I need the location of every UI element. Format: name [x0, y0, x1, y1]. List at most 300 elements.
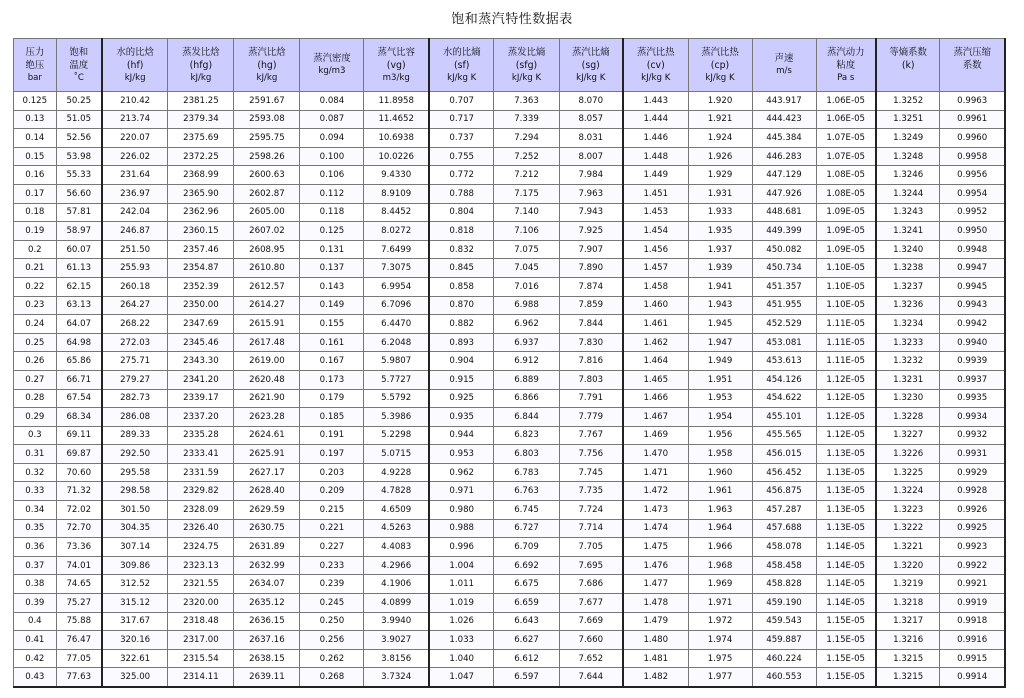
table-cell: 320.16 — [102, 631, 168, 650]
table-cell: 4.4083 — [364, 538, 429, 557]
table-cell: 251.50 — [102, 240, 168, 259]
table-cell: 1.956 — [688, 426, 752, 445]
table-cell: 1.943 — [688, 296, 752, 315]
table-cell: 6.823 — [494, 426, 559, 445]
table-cell: 1.977 — [688, 668, 752, 687]
column-header-10 — [623, 39, 688, 92]
table-cell: 0.3 — [14, 426, 57, 445]
column-unit: kJ/kg K — [576, 72, 606, 83]
table-cell: 0.24 — [14, 315, 57, 334]
table-cell: 0.9956 — [940, 166, 1005, 185]
table-cell: 2637.16 — [234, 631, 300, 650]
table-cell: 460.553 — [752, 668, 816, 687]
table-cell: 450.734 — [752, 259, 816, 278]
table-cell: 7.363 — [494, 92, 559, 111]
table-row — [14, 482, 1006, 501]
table-cell: 7.3075 — [364, 259, 429, 278]
table-cell: 74.65 — [56, 575, 102, 594]
table-cell: 0.18 — [14, 203, 57, 222]
table-cell: 67.54 — [56, 389, 102, 408]
table-cell: 1.446 — [623, 129, 688, 148]
table-cell: 1.15E-05 — [816, 631, 876, 650]
table-cell: 1.443 — [623, 92, 688, 111]
table-cell: 0.31 — [14, 445, 57, 464]
table-cell: 213.74 — [102, 110, 168, 129]
table-cell: 1.3241 — [876, 222, 940, 241]
table-cell: 1.3244 — [876, 184, 940, 203]
table-cell: 1.3230 — [876, 389, 940, 408]
table-cell: 1.10E-05 — [816, 296, 876, 315]
table-cell: 50.25 — [56, 92, 102, 111]
table-cell: 455.565 — [752, 426, 816, 445]
table-cell: 7.644 — [559, 668, 623, 687]
table-row — [14, 501, 1006, 520]
table-cell: 7.106 — [494, 222, 559, 241]
table-cell: 1.479 — [623, 612, 688, 631]
table-cell: 1.453 — [623, 203, 688, 222]
table-cell: 0.149 — [300, 296, 364, 315]
table-cell: 1.462 — [623, 333, 688, 352]
table-cell: 0.42 — [14, 649, 57, 668]
table-cell: 1.3219 — [876, 575, 940, 594]
table-cell: 2329.82 — [168, 482, 234, 501]
table-cell: 2593.08 — [234, 110, 300, 129]
table-cell: 1.3225 — [876, 463, 940, 482]
table-cell: 2629.59 — [234, 501, 300, 520]
table-cell: 0.37 — [14, 556, 57, 575]
table-cell: 4.2966 — [364, 556, 429, 575]
table-cell: 304.35 — [102, 519, 168, 538]
table-cell: 456.452 — [752, 463, 816, 482]
table-cell: 0.9932 — [940, 426, 1005, 445]
table-row — [14, 129, 1006, 148]
table-cell: 445.384 — [752, 129, 816, 148]
column-unit: kJ/kg — [190, 72, 212, 83]
table-cell: 1.969 — [688, 575, 752, 594]
table-row — [14, 538, 1006, 557]
table-cell: 0.221 — [300, 519, 364, 538]
table-cell: 2362.96 — [168, 203, 234, 222]
table-cell: 1.026 — [429, 612, 494, 631]
table-cell: 0.9939 — [940, 352, 1005, 371]
table-cell: 255.93 — [102, 259, 168, 278]
table-cell: 6.803 — [494, 445, 559, 464]
column-name: 压力 绝压 — [25, 46, 45, 71]
table-row — [14, 445, 1006, 464]
table-cell: 1.949 — [688, 352, 752, 371]
table-cell: 0.268 — [300, 668, 364, 687]
table-cell: 7.175 — [494, 184, 559, 203]
table-cell: 315.12 — [102, 594, 168, 613]
table-cell: 0.227 — [300, 538, 364, 557]
page-title: 饱和蒸汽特性数据表 — [451, 12, 573, 27]
table-cell: 69.87 — [56, 445, 102, 464]
table-cell: 1.09E-05 — [816, 222, 876, 241]
table-cell: 2381.25 — [168, 92, 234, 111]
table-cell: 2639.11 — [234, 668, 300, 687]
table-cell: 5.7727 — [364, 370, 429, 389]
table-cell: 1.3237 — [876, 277, 940, 296]
column-header-6 — [364, 39, 429, 92]
table-cell: 6.9954 — [364, 277, 429, 296]
table-cell: 1.974 — [688, 631, 752, 650]
table-cell: 7.963 — [559, 184, 623, 203]
table-cell: 1.473 — [623, 501, 688, 520]
table-cell: 458.458 — [752, 556, 816, 575]
table-row — [14, 649, 1006, 668]
column-unit: m/s — [776, 66, 792, 76]
table-cell: 1.456 — [623, 240, 688, 259]
table-cell: 1.09E-05 — [816, 240, 876, 259]
table-cell: 1.11E-05 — [816, 315, 876, 334]
table-cell: 1.481 — [623, 649, 688, 668]
table-cell: 7.6499 — [364, 240, 429, 259]
table-cell: 0.185 — [300, 408, 364, 427]
table-cell: 1.12E-05 — [816, 370, 876, 389]
table-cell: 1.929 — [688, 166, 752, 185]
table-cell: 1.3217 — [876, 612, 940, 631]
table-row — [14, 203, 1006, 222]
column-unit: m3/kg — [382, 72, 410, 83]
table-cell: 6.612 — [494, 649, 559, 668]
table-cell: 7.016 — [494, 277, 559, 296]
table-cell: 7.252 — [494, 147, 559, 166]
table-cell: 453.081 — [752, 333, 816, 352]
table-cell: 2612.57 — [234, 277, 300, 296]
table-cell: 0.262 — [300, 649, 364, 668]
table-cell: 8.057 — [559, 110, 623, 129]
table-cell: 6.692 — [494, 556, 559, 575]
table-cell: 2314.11 — [168, 668, 234, 687]
table-cell: 298.58 — [102, 482, 168, 501]
table-cell: 0.23 — [14, 296, 57, 315]
table-cell: 1.920 — [688, 92, 752, 111]
table-cell: 63.13 — [56, 296, 102, 315]
column-header-1 — [56, 39, 102, 92]
table-cell: 5.2298 — [364, 426, 429, 445]
table-cell: 2628.40 — [234, 482, 300, 501]
table-cell: 0.707 — [429, 92, 494, 111]
table-row — [14, 389, 1006, 408]
table-cell: 1.3243 — [876, 203, 940, 222]
table-cell: 6.866 — [494, 389, 559, 408]
table-cell: 69.11 — [56, 426, 102, 445]
table-cell: 458.078 — [752, 538, 816, 557]
column-unit: Pa s — [837, 72, 855, 83]
table-cell: 65.86 — [56, 352, 102, 371]
table-cell: 0.25 — [14, 333, 57, 352]
table-cell: 1.472 — [623, 482, 688, 501]
table-row — [14, 463, 1006, 482]
table-cell: 1.958 — [688, 445, 752, 464]
table-cell: 1.933 — [688, 203, 752, 222]
table-cell: 7.890 — [559, 259, 623, 278]
table-cell: 75.27 — [56, 594, 102, 613]
table-cell: 1.3218 — [876, 594, 940, 613]
table-cell: 7.874 — [559, 277, 623, 296]
table-cell: 446.283 — [752, 147, 816, 166]
table-cell: 1.3215 — [876, 649, 940, 668]
table-cell: 0.9958 — [940, 147, 1005, 166]
table-cell: 453.613 — [752, 352, 816, 371]
table-cell: 0.125 — [14, 92, 57, 111]
table-cell: 292.50 — [102, 445, 168, 464]
table-row — [14, 166, 1006, 185]
table-cell: 4.1906 — [364, 575, 429, 594]
table-cell: 1.047 — [429, 668, 494, 687]
table-cell: 0.233 — [300, 556, 364, 575]
table-cell: 4.6509 — [364, 501, 429, 520]
table-cell: 0.788 — [429, 184, 494, 203]
table-cell: 7.294 — [494, 129, 559, 148]
table-row — [14, 556, 1006, 575]
table-cell: 0.9954 — [940, 184, 1005, 203]
column-header-0 — [14, 39, 57, 92]
table-cell: 1.941 — [688, 277, 752, 296]
table-cell: 0.087 — [300, 110, 364, 129]
table-cell: 454.622 — [752, 389, 816, 408]
table-cell: 1.12E-05 — [816, 408, 876, 427]
table-cell: 0.9916 — [940, 631, 1005, 650]
table-cell: 0.9963 — [940, 92, 1005, 111]
column-name: 声速 — [774, 53, 794, 64]
table-cell: 1.963 — [688, 501, 752, 520]
table-cell: 8.007 — [559, 147, 623, 166]
table-row — [14, 222, 1006, 241]
column-header-8 — [494, 39, 559, 92]
table-cell: 0.15 — [14, 147, 57, 166]
table-cell: 1.13E-05 — [816, 445, 876, 464]
table-cell: 3.7324 — [364, 668, 429, 687]
table-cell: 1.3216 — [876, 631, 940, 650]
table-cell: 1.478 — [623, 594, 688, 613]
column-unit: kJ/kg K — [511, 72, 542, 83]
table-cell: 72.02 — [56, 501, 102, 520]
table-cell: 0.9919 — [940, 594, 1005, 613]
table-cell: 2354.87 — [168, 259, 234, 278]
table-cell: 0.971 — [429, 482, 494, 501]
table-cell: 2623.28 — [234, 408, 300, 427]
table-cell: 1.12E-05 — [816, 426, 876, 445]
table-cell: 0.9923 — [940, 538, 1005, 557]
table-cell: 1.3236 — [876, 296, 940, 315]
table-cell: 325.00 — [102, 668, 168, 687]
table-cell: 0.112 — [300, 184, 364, 203]
table-cell: 322.61 — [102, 649, 168, 668]
table-row — [14, 315, 1006, 334]
table-cell: 1.07E-05 — [816, 129, 876, 148]
table-cell: 2624.61 — [234, 426, 300, 445]
table-cell: 0.125 — [300, 222, 364, 241]
table-cell: 236.97 — [102, 184, 168, 203]
column-unit — [877, 72, 940, 85]
table-cell: 3.9027 — [364, 631, 429, 650]
table-cell: 2614.27 — [234, 296, 300, 315]
table-cell: 0.9961 — [940, 110, 1005, 129]
table-cell: 2328.09 — [168, 501, 234, 520]
table-row — [14, 277, 1006, 296]
table-cell: 0.106 — [300, 166, 364, 185]
table-cell: 7.652 — [559, 649, 623, 668]
table-cell: 1.448 — [623, 147, 688, 166]
table-row — [14, 259, 1006, 278]
table-cell: 307.14 — [102, 538, 168, 557]
column-unit: kJ/kg — [124, 72, 146, 83]
table-cell: 0.9943 — [940, 296, 1005, 315]
table-cell: 447.129 — [752, 166, 816, 185]
table-cell: 0.161 — [300, 333, 364, 352]
table-cell: 2331.59 — [168, 463, 234, 482]
table-cell: 1.947 — [688, 333, 752, 352]
table-cell: 0.9945 — [940, 277, 1005, 296]
table-cell: 220.07 — [102, 129, 168, 148]
table-cell: 2375.69 — [168, 129, 234, 148]
table-cell: 5.5792 — [364, 389, 429, 408]
table-cell: 301.50 — [102, 501, 168, 520]
table-cell: 0.737 — [429, 129, 494, 148]
table-cell: 460.224 — [752, 649, 816, 668]
table-cell: 11.4652 — [364, 110, 429, 129]
table-cell: 1.960 — [688, 463, 752, 482]
table-cell: 7.075 — [494, 240, 559, 259]
table-cell: 1.3232 — [876, 352, 940, 371]
table-cell: 68.34 — [56, 408, 102, 427]
table-cell: 1.13E-05 — [816, 463, 876, 482]
table-cell: 0.953 — [429, 445, 494, 464]
table-cell: 0.755 — [429, 147, 494, 166]
table-cell: 7.756 — [559, 445, 623, 464]
table-cell: 2350.00 — [168, 296, 234, 315]
table-cell: 2605.00 — [234, 203, 300, 222]
table-cell: 2619.00 — [234, 352, 300, 371]
table-cell: 0.22 — [14, 277, 57, 296]
table-cell: 1.3228 — [876, 408, 940, 427]
table-cell: 1.465 — [623, 370, 688, 389]
table-cell: 1.08E-05 — [816, 184, 876, 203]
table-cell: 449.399 — [752, 222, 816, 241]
table-cell: 0.203 — [300, 463, 364, 482]
table-cell: 1.06E-05 — [816, 92, 876, 111]
table-cell: 1.475 — [623, 538, 688, 557]
table-cell: 2317.00 — [168, 631, 234, 650]
table-cell: 60.07 — [56, 240, 102, 259]
table-cell: 454.126 — [752, 370, 816, 389]
table-cell: 1.972 — [688, 612, 752, 631]
table-cell: 1.471 — [623, 463, 688, 482]
table-cell: 0.9914 — [940, 668, 1005, 687]
table-cell: 6.643 — [494, 612, 559, 631]
table-cell: 10.0226 — [364, 147, 429, 166]
table-cell: 456.875 — [752, 482, 816, 501]
column-name: 蒸汽密度 — [313, 53, 351, 64]
table-cell: 1.467 — [623, 408, 688, 427]
table-cell: 10.6938 — [364, 129, 429, 148]
table-cell: 1.3238 — [876, 259, 940, 278]
table-cell: 289.33 — [102, 426, 168, 445]
table-cell: 0.35 — [14, 519, 57, 538]
table-cell: 451.357 — [752, 277, 816, 296]
table-cell: 0.9960 — [940, 129, 1005, 148]
table-cell: 295.58 — [102, 463, 168, 482]
table-cell: 2337.20 — [168, 408, 234, 427]
table-cell: 1.09E-05 — [816, 203, 876, 222]
table-cell: 62.15 — [56, 277, 102, 296]
table-cell: 57.81 — [56, 203, 102, 222]
table-cell: 6.783 — [494, 463, 559, 482]
table-cell: 7.844 — [559, 315, 623, 334]
table-cell: 1.951 — [688, 370, 752, 389]
table-row — [14, 333, 1006, 352]
table-cell: 0.32 — [14, 463, 57, 482]
column-unit: bar — [27, 72, 42, 83]
table-cell: 73.36 — [56, 538, 102, 557]
table-cell: 6.937 — [494, 333, 559, 352]
table-cell: 264.27 — [102, 296, 168, 315]
table-cell: 451.955 — [752, 296, 816, 315]
table-cell: 1.3224 — [876, 482, 940, 501]
column-header-5 — [300, 39, 364, 92]
table-cell: 0.882 — [429, 315, 494, 334]
table-cell: 268.22 — [102, 315, 168, 334]
table-cell: 2368.99 — [168, 166, 234, 185]
table-cell: 1.460 — [623, 296, 688, 315]
table-row — [14, 296, 1006, 315]
table-cell: 7.677 — [559, 594, 623, 613]
table-cell: 7.816 — [559, 352, 623, 371]
table-cell: 7.803 — [559, 370, 623, 389]
table-cell: 6.2048 — [364, 333, 429, 352]
table-cell: 452.529 — [752, 315, 816, 334]
table-cell: 2333.41 — [168, 445, 234, 464]
table-cell: 0.250 — [300, 612, 364, 631]
table-cell: 2357.46 — [168, 240, 234, 259]
table-cell: 0.988 — [429, 519, 494, 538]
column-unit: kg/m3 — [318, 66, 346, 76]
table-cell: 0.34 — [14, 501, 57, 520]
table-cell: 1.939 — [688, 259, 752, 278]
table-cell: 0.14 — [14, 129, 57, 148]
table-row — [14, 612, 1006, 631]
table-cell: 226.02 — [102, 147, 168, 166]
table-cell: 456.015 — [752, 445, 816, 464]
table-row — [14, 594, 1006, 613]
table-cell: 1.968 — [688, 556, 752, 575]
table-cell: 0.256 — [300, 631, 364, 650]
table-cell: 0.858 — [429, 277, 494, 296]
table-cell: 7.767 — [559, 426, 623, 445]
table-cell: 11.8958 — [364, 92, 429, 111]
table-cell: 1.3234 — [876, 315, 940, 334]
table-cell: 286.08 — [102, 408, 168, 427]
table-cell: 0.17 — [14, 184, 57, 203]
table-cell: 1.469 — [623, 426, 688, 445]
column-header-15 — [940, 39, 1005, 92]
table-cell: 312.52 — [102, 575, 168, 594]
table-cell: 1.454 — [623, 222, 688, 241]
table-cell: 1.945 — [688, 315, 752, 334]
table-cell: 6.659 — [494, 594, 559, 613]
table-cell: 0.137 — [300, 259, 364, 278]
table-cell: 1.935 — [688, 222, 752, 241]
table-cell: 7.660 — [559, 631, 623, 650]
table-cell: 2379.34 — [168, 110, 234, 129]
table-cell: 0.179 — [300, 389, 364, 408]
table-cell: 1.040 — [429, 649, 494, 668]
table-cell: 457.287 — [752, 501, 816, 520]
table-cell: 2372.25 — [168, 147, 234, 166]
table-cell: 0.21 — [14, 259, 57, 278]
table-cell: 3.8156 — [364, 649, 429, 668]
